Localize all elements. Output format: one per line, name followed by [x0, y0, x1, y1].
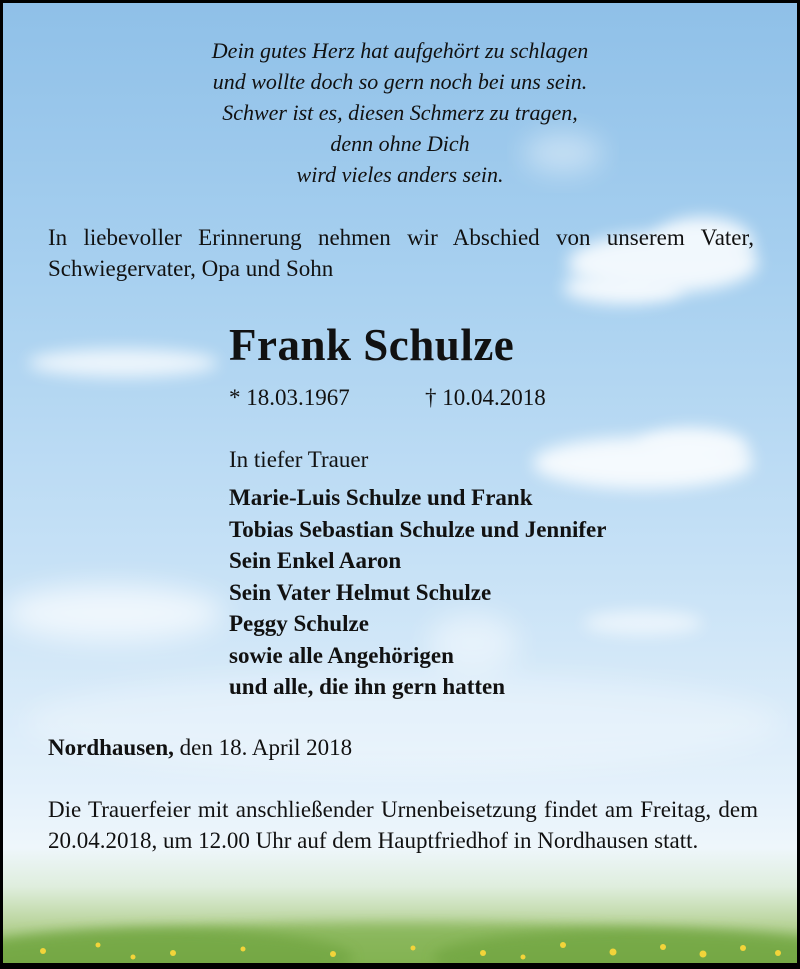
mourner-item: sowie alle Angehörigen [229, 642, 454, 668]
memorial-poem [3, 35, 797, 190]
poem-line: wird vieles anders sein. [296, 162, 504, 187]
obituary-card [3, 3, 797, 963]
birth-date: * 18.03.1967 [229, 385, 350, 410]
place-and-date [48, 732, 352, 763]
farewell-intro: In liebevoller Erinnerung nehmen wir Abschied von unserem Vater, Schwiegervater, Opa und Sohn [48, 225, 754, 281]
notice-date: den 18. April 2018 [173, 735, 353, 760]
funeral-service-info: Die Trauerfeier mit anschließender Urnenbeisetzung findet am Freitag, dem 20.04.2018, um 12.00 Uhr auf dem Hauptfriedhof in Nordhausen statt. [48, 797, 758, 853]
mourner-item: Sein Enkel Aaron [229, 548, 402, 573]
mourners-list [229, 482, 606, 703]
poem-line: und wollte doch so gern noch bei uns sein. [212, 69, 588, 94]
mourning-label: In tiefer Trauer [229, 447, 369, 472]
place-name: Nordhausen, [48, 735, 174, 760]
deceased-name: Frank Schulze [229, 320, 515, 370]
mourner-item: und alle, die ihn gern hatten [229, 674, 506, 699]
mourner-item: Tobias Sebastian Schulze und Jennifer [229, 516, 607, 542]
poem-line: denn ohne Dich [330, 131, 470, 156]
death-date: † 10.04.2018 [425, 385, 546, 410]
mourner-item: Sein Vater Helmut Schulze [229, 579, 492, 605]
mourner-item: Marie-Luis Schulze und Frank [229, 485, 533, 510]
poem-line: Schwer ist es, diesen Schmerz zu tragen, [222, 100, 578, 125]
mourner-item: Peggy Schulze [229, 611, 369, 636]
meadow-flowers-decoration [3, 853, 797, 963]
poem-line: Dein gutes Herz hat aufgehört zu schlagen [211, 38, 589, 63]
